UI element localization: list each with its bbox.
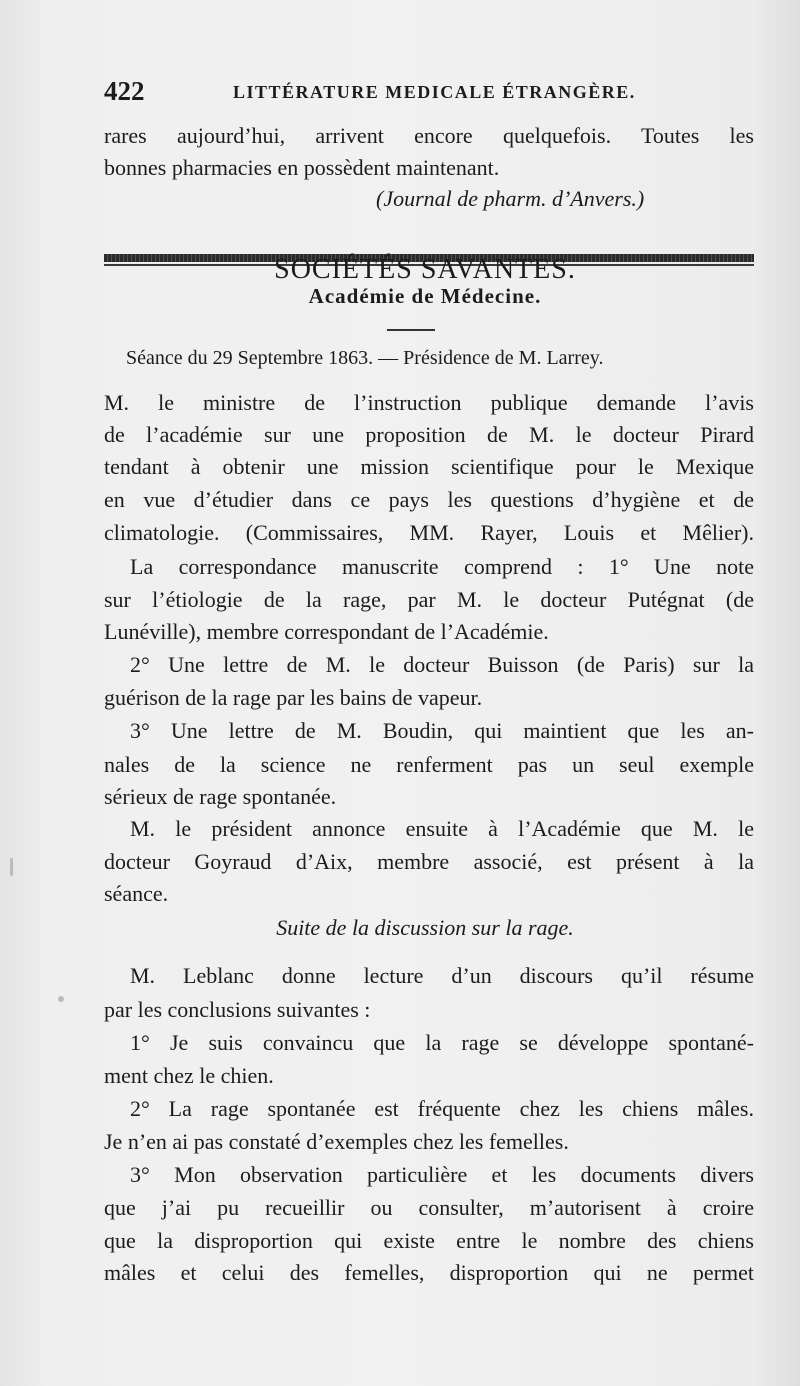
discussion-subheading: Suite de la discussion sur la rage. [276, 915, 574, 940]
paper-spot [58, 996, 64, 1002]
text-line: 3° Une lettre de M. Boudin, qui maintient que les an- [130, 718, 754, 743]
text-line: que la disproportion qui existe entre le nombre des chiens [104, 1228, 754, 1253]
text-line: tendant à obtenir une mission scientifique pour le Mexique [104, 454, 754, 479]
text-line: par les conclusions suivantes : [104, 997, 371, 1022]
text-line: sérieux de rage spontanée. [104, 784, 337, 809]
paper-mark [10, 858, 13, 876]
text-line: 2° Une lettre de M. le docteur Buisson (de Paris) sur la [130, 652, 754, 677]
running-title: LITTÉRATURE MEDICALE ÉTRANGÈRE. [233, 82, 636, 102]
text-line: docteur Goyraud d’Aix, membre associé, est présent à la [104, 849, 754, 874]
text-line: 1° Je suis convaincu que la rage se développe spontané- [130, 1030, 754, 1055]
journal-citation: (Journal de pharm. d’Anvers.) [376, 186, 645, 211]
section-subtitle: Académie de Médecine. [308, 284, 542, 308]
text-line: sur l’étiologie de la rage, par M. le docteur Putégnat (de [104, 587, 754, 612]
text-line: bonnes pharmacies en possèdent maintenant. [104, 155, 500, 180]
text-line: Je n’en ai pas constaté d’exemples chez les femelles. [104, 1129, 569, 1154]
text-line: guérison de la rage par les bains de vapeur. [104, 685, 483, 710]
text-line: Lunéville), membre correspondant de l’Académie. [104, 619, 549, 644]
text-line: que j’ai pu recueillir ou consulter, m’autorisent à croire [104, 1195, 754, 1220]
text-line: 3° Mon observation particulière et les documents divers [130, 1162, 754, 1187]
text-line: de l’académie sur une proposition de M. le docteur Pirard [104, 422, 754, 447]
text-line: en vue d’étudier dans ce pays les questions d’hygiène et de [104, 487, 754, 512]
text-line: climatologie. (Commissaires, MM. Rayer, Louis et Mêlier). [104, 520, 754, 545]
text-line: 2° La rage spontanée est fréquente chez les chiens mâles. [130, 1096, 754, 1121]
page-number: 422 [104, 76, 145, 106]
text-line: ment chez le chien. [104, 1063, 274, 1088]
text-line: M. Leblanc donne lecture d’un discours qu’il résume [130, 963, 754, 988]
section-title: SOCIÉTÉS SAVANTES. [274, 254, 576, 285]
text-line: rares aujourd’hui, arrivent encore quelquefois. Toutes les [104, 123, 754, 148]
text-line: M. le président annonce ensuite à l’Académie que M. le [130, 816, 754, 841]
text-line: séance. [104, 881, 169, 906]
text-line: La correspondance manuscrite comprend : 1° Une note [130, 554, 754, 579]
short-divider [387, 329, 435, 331]
seance-line: Séance du 29 Septembre 1863. — Présidence de M. Larrey. [126, 347, 604, 369]
text-line: M. le ministre de l’instruction publique demande l’avis [104, 390, 754, 415]
text-line: mâles et celui des femelles, disproportion qui ne permet [104, 1260, 754, 1285]
text-line: nales de la science ne renferment pas un seul exemple [104, 752, 754, 777]
